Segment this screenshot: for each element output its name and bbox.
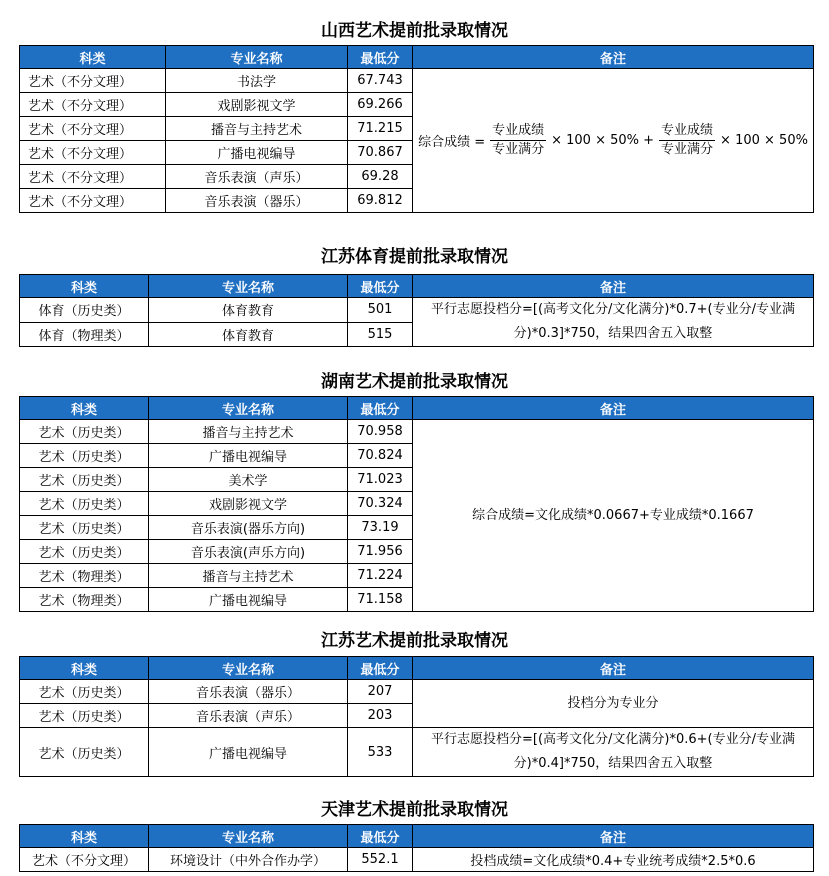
cell-note: 平行志愿投档分=[(高考文化分/文化满分)*0.6+(专业分/专业满分)*0.4]*750，结果四舍五入取整 (413, 728, 814, 777)
cell-category: 艺术（不分文理） (20, 93, 166, 117)
table-row (20, 420, 814, 444)
jiangsu-pe-table (19, 274, 814, 347)
cell-score: 69.28 (348, 165, 413, 189)
cell-category: 艺术（不分文理） (20, 848, 149, 872)
cell-category: 艺术（不分文理） (20, 165, 166, 189)
cell-score: 203 (348, 704, 413, 728)
header-category: 科类 (20, 46, 166, 69)
header-category: 科类 (20, 825, 149, 848)
header-note: 备注 (413, 46, 814, 69)
table-header-row (20, 46, 814, 69)
cell-note: 综合成绩=文化成绩*0.0667+专业成绩*0.1667 (413, 420, 814, 612)
cell-category: 艺术（物理类） (20, 564, 149, 588)
fraction (659, 122, 715, 159)
jiangsu-pe-title: 江苏体育提前批录取情况 (321, 247, 508, 267)
cell-score: 207 (348, 680, 413, 704)
cell-category: 艺术（历史类） (20, 516, 149, 540)
header-note: 备注 (413, 397, 814, 420)
table-header-row (20, 275, 814, 298)
cell-score: 70.824 (348, 444, 413, 468)
cell-major: 戏剧影视文学 (149, 492, 348, 516)
header-min-score: 最低分 (348, 825, 413, 848)
cell-score: 70.867 (348, 141, 413, 165)
cell-category: 艺术（历史类） (20, 444, 149, 468)
cell-score: 67.743 (348, 69, 413, 93)
cell-major: 体育教育 (149, 322, 348, 347)
header-note: 备注 (413, 825, 814, 848)
table-row (20, 69, 814, 93)
cell-major: 音乐表演（器乐） (166, 189, 348, 213)
tianjin-table (19, 824, 814, 872)
cell-category: 艺术（不分文理） (20, 69, 166, 93)
header-note: 备注 (413, 275, 814, 298)
cell-category: 体育（历史类） (20, 298, 149, 323)
tianjin-title: 天津艺术提前批录取情况 (321, 800, 508, 820)
header-note: 备注 (413, 657, 814, 680)
header-min-score: 最低分 (348, 275, 413, 298)
formula-prefix: 综合成绩 = (418, 135, 486, 150)
cell-category: 艺术（不分文理） (20, 117, 166, 141)
shanxi-table (19, 45, 814, 213)
header-category: 科类 (20, 275, 149, 298)
cell-major: 播音与主持艺术 (166, 117, 348, 141)
cell-category: 艺术（历史类） (20, 540, 149, 564)
cell-major: 广播电视编导 (149, 588, 348, 612)
header-major: 专业名称 (166, 46, 348, 69)
cell-major: 戏剧影视文学 (166, 93, 348, 117)
header-min-score: 最低分 (348, 46, 413, 69)
cell-major: 音乐表演(器乐方向) (149, 516, 348, 540)
fraction-numerator: 专业成绩 (490, 122, 546, 141)
cell-score: 552.1 (348, 848, 413, 872)
cell-note: 投档成绩=文化成绩*0.4+专业统考成绩*2.5*0.6 (413, 848, 814, 872)
cell-category: 艺术（不分文理） (20, 141, 166, 165)
table-row (20, 728, 814, 777)
cell-score: 533 (348, 728, 413, 777)
table-header-row (20, 397, 814, 420)
table-row (20, 298, 814, 323)
cell-score: 515 (348, 322, 413, 347)
cell-category: 艺术（历史类） (20, 468, 149, 492)
header-major: 专业名称 (149, 657, 348, 680)
shanxi-formula (418, 122, 808, 159)
cell-category: 艺术（历史类） (20, 704, 149, 728)
cell-category: 艺术（历史类） (20, 492, 149, 516)
jiangsu-art-title: 江苏艺术提前批录取情况 (321, 631, 508, 651)
header-category: 科类 (20, 657, 149, 680)
cell-category: 艺术（历史类） (20, 680, 149, 704)
cell-score: 69.812 (348, 189, 413, 213)
cell-category: 艺术（历史类） (20, 420, 149, 444)
header-major: 专业名称 (149, 275, 348, 298)
cell-note: 投档分为专业分 (413, 680, 814, 728)
cell-major: 音乐表演（声乐） (149, 704, 348, 728)
header-min-score: 最低分 (348, 397, 413, 420)
table-header-row (20, 657, 814, 680)
header-major: 专业名称 (149, 397, 348, 420)
header-min-score: 最低分 (348, 657, 413, 680)
cell-major: 音乐表演(声乐方向) (149, 540, 348, 564)
shanxi-title: 山西艺术提前批录取情况 (321, 21, 508, 41)
cell-major: 广播电视编导 (149, 444, 348, 468)
cell-score: 70.958 (348, 420, 413, 444)
cell-score: 71.023 (348, 468, 413, 492)
cell-note (413, 69, 814, 213)
cell-major: 音乐表演（声乐） (166, 165, 348, 189)
hunan-title: 湖南艺术提前批录取情况 (321, 372, 508, 392)
cell-score: 71.224 (348, 564, 413, 588)
cell-category: 艺术（历史类） (20, 728, 149, 777)
table-header-row (20, 825, 814, 848)
cell-category: 艺术（不分文理） (20, 189, 166, 213)
table-row (20, 680, 814, 704)
cell-major: 书法学 (166, 69, 348, 93)
cell-major: 播音与主持艺术 (149, 564, 348, 588)
header-category: 科类 (20, 397, 149, 420)
cell-score: 69.266 (348, 93, 413, 117)
cell-score: 73.19 (348, 516, 413, 540)
cell-major: 美术学 (149, 468, 348, 492)
cell-major: 广播电视编导 (149, 728, 348, 777)
cell-major: 音乐表演（器乐） (149, 680, 348, 704)
fraction-denominator: 专业满分 (492, 142, 545, 157)
cell-major: 播音与主持艺术 (149, 420, 348, 444)
cell-score: 71.215 (348, 117, 413, 141)
cell-category: 体育（物理类） (20, 322, 149, 347)
cell-score: 70.324 (348, 492, 413, 516)
hunan-table (19, 396, 814, 612)
cell-score: 71.956 (348, 540, 413, 564)
cell-major: 体育教育 (149, 298, 348, 323)
cell-score: 501 (348, 298, 413, 323)
cell-note: 平行志愿投档分=[(高考文化分/文化满分)*0.7+(专业分/专业满分)*0.3]*750，结果四舍五入取整 (413, 298, 814, 347)
cell-score: 71.158 (348, 588, 413, 612)
cell-major: 环境设计（中外合作办学） (149, 848, 348, 872)
table-row (20, 848, 814, 872)
cell-major: 广播电视编导 (166, 141, 348, 165)
header-major: 专业名称 (149, 825, 348, 848)
cell-category: 艺术（物理类） (20, 588, 149, 612)
fraction (490, 122, 546, 159)
formula-mid: × 100 × 50% + (551, 133, 655, 148)
fraction-denominator: 专业满分 (661, 142, 714, 157)
fraction-numerator: 专业成绩 (659, 122, 715, 141)
formula-suffix: × 100 × 50% (720, 133, 808, 148)
jiangsu-art-table (19, 656, 814, 777)
